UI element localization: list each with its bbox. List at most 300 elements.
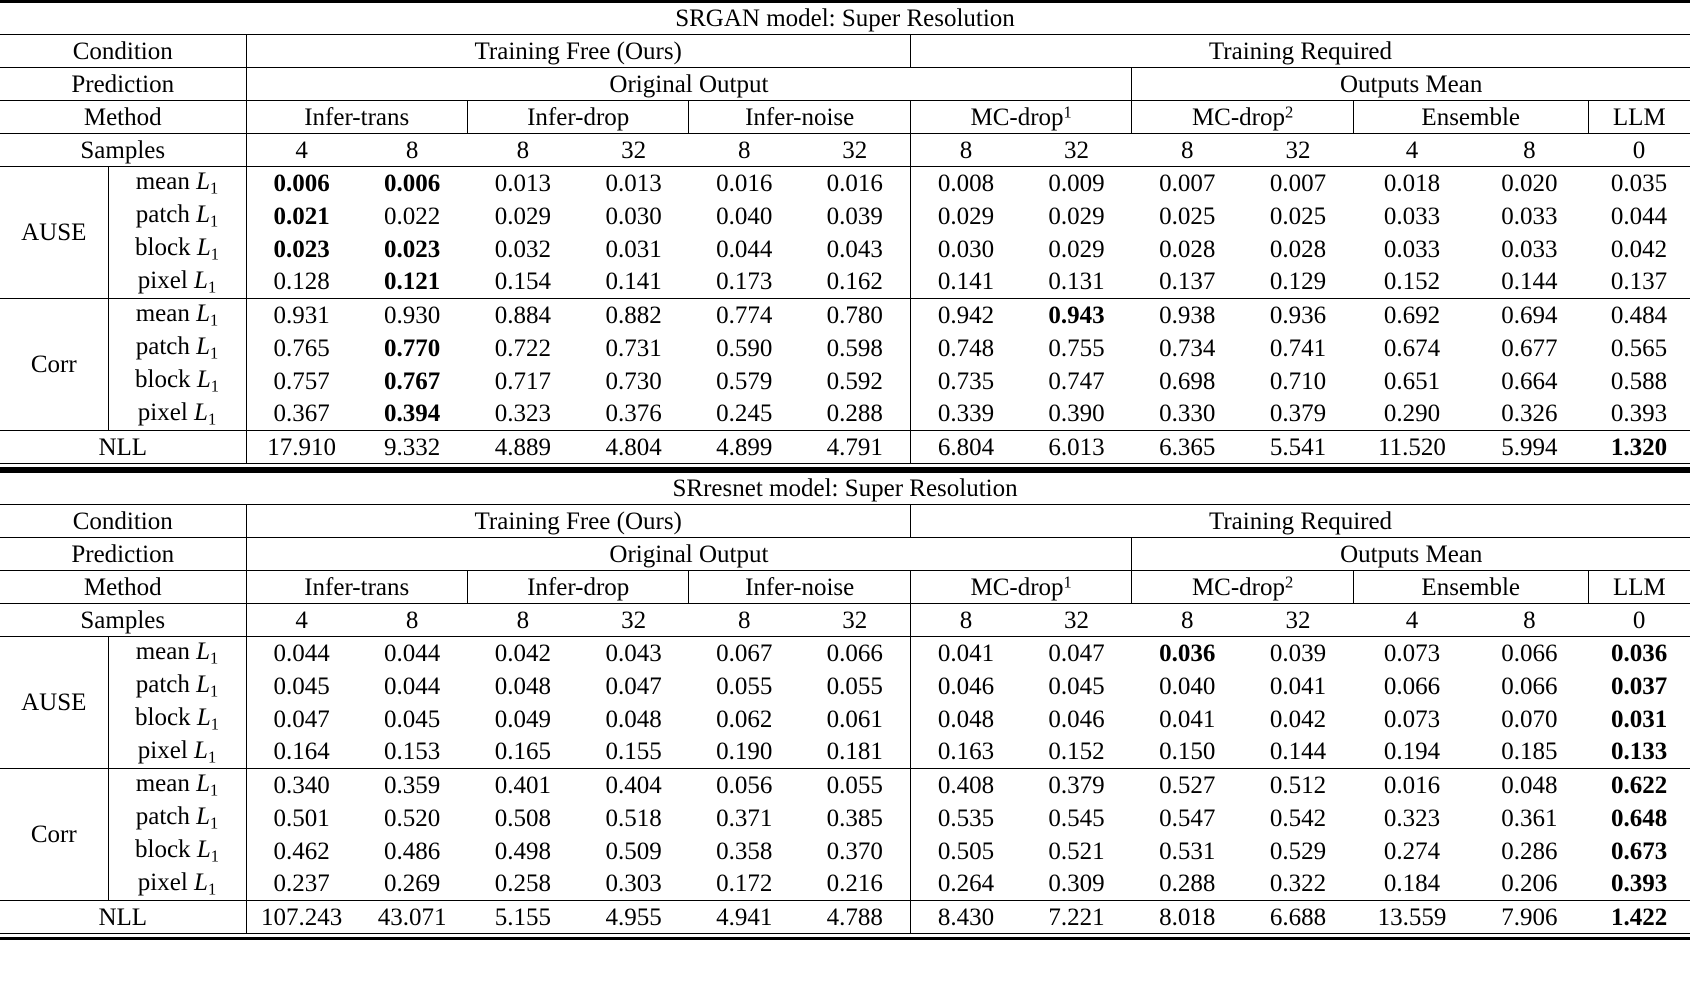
data-row — [0, 670, 1690, 703]
data-cell: 0.062 — [716, 705, 773, 733]
data-cell: 0.129 — [1269, 268, 1327, 296]
data-cell: 0.757 — [246, 365, 357, 398]
data-cell: 0.040 — [716, 202, 773, 230]
samples-value-5: 8 — [689, 134, 800, 167]
data-cell: 0.042 — [1269, 705, 1327, 733]
data-cell: 0.936 — [1243, 299, 1354, 332]
data-cell: 0.044 — [1610, 202, 1668, 230]
nll-value: 107.243 — [246, 901, 357, 934]
data-cell: 0.007 — [1269, 169, 1327, 197]
method-name-text: Infer-drop — [527, 573, 630, 601]
data-cell: 0.173 — [716, 268, 773, 296]
data-cell: 0.565 — [1610, 334, 1668, 362]
data-cell: 0.044 — [383, 672, 441, 700]
nll-value: 11.520 — [1353, 431, 1470, 464]
method-header-3 — [689, 571, 910, 604]
condition-group-2: Training Required — [910, 35, 1690, 68]
data-cell: 0.651 — [1383, 367, 1441, 395]
data-cell: 0.303 — [605, 870, 662, 898]
data-cell: 0.185 — [1501, 738, 1558, 766]
data-cell: 0.590 — [716, 334, 773, 362]
data-cell: 0.535 — [910, 802, 1021, 835]
data-cell: 0.340 — [246, 769, 357, 802]
nll-value: 6.365 — [1132, 431, 1243, 464]
data-cell: 0.028 — [1159, 235, 1216, 263]
metric-label-text: mean $L_1$ — [135, 638, 219, 668]
data-row — [0, 332, 1690, 365]
nll-value: 4.804 — [578, 431, 689, 464]
data-cell: 0.056 — [689, 769, 800, 802]
table-bottom-rule — [0, 934, 1690, 939]
data-cell: 0.943 — [1021, 299, 1132, 332]
data-cell: 0.016 — [716, 169, 773, 197]
method-header-row — [0, 101, 1690, 134]
method-name-text: Infer-trans — [304, 573, 410, 601]
data-cell: 0.037 — [1610, 672, 1668, 700]
condition-group-1: Training Free (Ours) — [246, 505, 910, 538]
data-cell: 0.029 — [494, 202, 551, 230]
data-cell: 0.155 — [605, 738, 662, 766]
prediction-row-label: Prediction — [0, 68, 246, 101]
data-cell: 0.007 — [1159, 169, 1216, 197]
metric-label-text: block $L_1$ — [135, 703, 219, 734]
data-cell: 0.128 — [246, 266, 357, 299]
data-cell: 0.393 — [1610, 400, 1668, 428]
data-cell: 0.765 — [246, 332, 357, 365]
samples-value-10: 32 — [1243, 134, 1354, 167]
data-cell: 0.045 — [1048, 672, 1105, 700]
data-row — [0, 365, 1690, 398]
metric-label-text: mean $L_1$ — [135, 168, 219, 198]
data-cell: 0.131 — [1048, 268, 1105, 296]
prediction-header-row — [0, 68, 1690, 101]
data-cell: 0.048 — [910, 703, 1021, 736]
data-cell: 0.023 — [246, 233, 357, 266]
data-cell: 0.509 — [605, 837, 662, 865]
data-cell: 0.371 — [716, 804, 773, 832]
data-cell: 0.073 — [1383, 639, 1441, 667]
metric-label — [108, 802, 246, 835]
data-cell: 0.722 — [494, 334, 551, 362]
samples-value-3: 8 — [467, 134, 578, 167]
group-label-corr: Corr — [0, 299, 108, 431]
nll-value: 13.559 — [1353, 901, 1470, 934]
nll-value: 4.941 — [689, 901, 800, 934]
prediction-group-2: Outputs Mean — [1132, 68, 1690, 101]
data-cell: 0.520 — [383, 804, 441, 832]
samples-value-1: 4 — [246, 134, 357, 167]
data-cell: 0.137 — [1159, 268, 1216, 296]
data-cell: 0.049 — [494, 705, 551, 733]
data-cell: 0.379 — [1269, 400, 1327, 428]
data-cell: 0.379 — [1021, 769, 1132, 802]
nll-value: 6.013 — [1021, 431, 1132, 464]
data-row — [0, 736, 1690, 769]
data-cell: 0.020 — [1501, 169, 1558, 197]
condition-row-label: Condition — [0, 35, 246, 68]
data-cell: 0.033 — [1383, 202, 1441, 230]
data-cell: 0.029 — [1048, 202, 1105, 230]
samples-value-2: 8 — [357, 134, 468, 167]
samples-header-row — [0, 134, 1690, 167]
table-title: SRresnet model: Super Resolution — [0, 472, 1690, 505]
samples-value-8: 32 — [1021, 604, 1132, 637]
data-cell: 0.006 — [383, 169, 441, 197]
data-cell: 0.181 — [826, 738, 883, 766]
data-cell: 0.035 — [1610, 169, 1668, 197]
data-cell: 0.141 — [605, 268, 662, 296]
nll-value: 4.955 — [578, 901, 689, 934]
data-cell: 0.326 — [1501, 400, 1558, 428]
data-cell: 0.008 — [910, 167, 1021, 200]
table-title-row — [0, 472, 1690, 505]
group-label-ause: AUSE — [21, 219, 87, 246]
data-cell: 0.694 — [1471, 299, 1588, 332]
data-cell: 0.030 — [910, 233, 1021, 266]
nll-value: 9.332 — [357, 431, 468, 464]
samples-value-11: 4 — [1353, 604, 1470, 637]
samples-value-9: 8 — [1132, 134, 1243, 167]
data-cell: 0.748 — [910, 332, 1021, 365]
nll-value: 4.788 — [800, 901, 911, 934]
data-cell: 0.735 — [910, 365, 1021, 398]
method-header-5 — [1132, 101, 1353, 134]
data-cell: 0.286 — [1501, 837, 1558, 865]
data-cell: 0.033 — [1383, 235, 1441, 263]
data-cell: 0.030 — [605, 202, 662, 230]
metric-label — [108, 200, 246, 233]
data-cell: 0.370 — [826, 837, 883, 865]
data-cell: 0.009 — [1048, 169, 1105, 197]
data-cell: 0.755 — [1048, 334, 1105, 362]
method-header-1 — [246, 571, 467, 604]
nll-value: 5.994 — [1471, 431, 1588, 464]
data-cell: 0.013 — [605, 169, 662, 197]
data-cell: 0.162 — [826, 268, 883, 296]
method-header-4 — [910, 571, 1131, 604]
method-header-5 — [1132, 571, 1353, 604]
data-cell: 0.258 — [494, 870, 551, 898]
data-cell: 0.206 — [1501, 870, 1558, 898]
metric-label-text: pixel $L_1$ — [137, 868, 217, 899]
method-header-7 — [1588, 101, 1690, 134]
method-header-2 — [467, 101, 688, 134]
metric-label-text: pixel $L_1$ — [137, 398, 217, 429]
data-row — [0, 769, 1690, 802]
data-cell: 0.023 — [383, 235, 441, 263]
method-header-3 — [689, 101, 910, 134]
nll-value: 7.906 — [1471, 901, 1588, 934]
data-cell: 0.521 — [1048, 837, 1105, 865]
method-name-text: Infer-trans — [304, 103, 410, 131]
metric-label — [108, 637, 246, 670]
metric-label-text: mean $L_1$ — [135, 300, 219, 330]
data-cell: 0.153 — [383, 738, 441, 766]
data-cell: 0.048 — [494, 672, 551, 700]
data-cell: 0.152 — [1048, 738, 1105, 766]
metric-label-text: pixel $L_1$ — [137, 266, 217, 297]
method-name-text: Infer-drop — [527, 103, 630, 131]
samples-value-9: 8 — [1132, 604, 1243, 637]
method-name-text: Infer-noise — [745, 573, 855, 601]
nll-value: 4.791 — [800, 431, 911, 464]
data-row — [0, 299, 1690, 332]
data-cell: 0.462 — [246, 835, 357, 868]
data-cell: 0.066 — [826, 639, 883, 667]
data-cell: 0.055 — [826, 672, 883, 700]
data-cell: 0.048 — [605, 705, 662, 733]
data-cell: 0.172 — [716, 870, 773, 898]
nll-value: 4.889 — [467, 431, 578, 464]
data-row — [0, 398, 1690, 431]
samples-value-13: 0 — [1588, 604, 1690, 637]
data-cell: 0.154 — [494, 268, 551, 296]
data-cell: 0.016 — [1353, 769, 1470, 802]
metric-label-text: block $L_1$ — [135, 365, 219, 396]
data-cell: 0.401 — [467, 769, 578, 802]
data-cell: 0.505 — [910, 835, 1021, 868]
samples-value-3: 8 — [467, 604, 578, 637]
data-cell: 0.046 — [910, 670, 1021, 703]
data-cell: 0.048 — [1471, 769, 1588, 802]
data-cell: 0.731 — [605, 334, 662, 362]
data-cell: 0.047 — [246, 703, 357, 736]
samples-row-label: Samples — [0, 604, 246, 637]
nll-label: NLL — [0, 431, 246, 464]
metric-label-text: patch $L_1$ — [135, 802, 219, 833]
samples-value-6: 32 — [800, 134, 911, 167]
metric-label-text: block $L_1$ — [135, 233, 219, 264]
data-cell: 0.942 — [910, 299, 1021, 332]
data-cell: 0.044 — [383, 639, 441, 667]
nll-value: 17.910 — [246, 431, 357, 464]
data-cell: 0.066 — [1501, 639, 1558, 667]
data-cell: 0.144 — [1501, 268, 1558, 296]
data-row — [0, 835, 1690, 868]
data-cell: 0.045 — [383, 705, 441, 733]
condition-group-2: Training Required — [910, 505, 1690, 538]
method-row-label: Method — [0, 571, 246, 604]
data-cell: 0.021 — [246, 200, 357, 233]
nll-row — [0, 901, 1690, 934]
data-cell: 0.588 — [1610, 367, 1668, 395]
data-cell: 0.747 — [1048, 367, 1105, 395]
data-cell: 0.774 — [689, 299, 800, 332]
nll-value: 5.541 — [1243, 431, 1354, 464]
data-cell: 0.309 — [1048, 870, 1105, 898]
method-header-6 — [1353, 571, 1588, 604]
data-cell: 0.408 — [910, 769, 1021, 802]
data-cell: 0.674 — [1383, 334, 1441, 362]
metric-label-text: mean $L_1$ — [135, 770, 219, 800]
data-cell: 0.518 — [605, 804, 662, 832]
samples-value-4: 32 — [578, 134, 689, 167]
data-cell: 0.508 — [494, 804, 551, 832]
data-cell: 0.930 — [357, 299, 468, 332]
data-cell: 0.359 — [357, 769, 468, 802]
data-cell: 0.216 — [826, 870, 883, 898]
data-cell: 0.770 — [383, 334, 441, 362]
data-cell: 0.237 — [246, 868, 357, 901]
nll-value: 6.804 — [910, 431, 1021, 464]
samples-value-12: 8 — [1471, 134, 1588, 167]
results-table-srresnet — [0, 470, 1690, 940]
table-bottom-rule — [0, 464, 1690, 469]
method-header-row — [0, 571, 1690, 604]
method-row-label: Method — [0, 101, 246, 134]
nll-value: 6.688 — [1243, 901, 1354, 934]
method-name-text: LLM — [1612, 573, 1666, 601]
data-cell: 0.032 — [494, 235, 551, 263]
data-cell: 0.042 — [1610, 235, 1668, 263]
data-cell: 0.025 — [1159, 202, 1216, 230]
data-row — [0, 703, 1690, 736]
data-cell: 0.882 — [578, 299, 689, 332]
method-header-7 — [1588, 571, 1690, 604]
data-cell: 0.288 — [1159, 870, 1216, 898]
data-cell: 0.067 — [716, 639, 773, 667]
data-cell: 0.323 — [1383, 804, 1441, 832]
bottom-rule — [0, 934, 1690, 939]
data-cell: 0.527 — [1132, 769, 1243, 802]
prediction-group-2: Outputs Mean — [1132, 538, 1690, 571]
data-cell: 0.542 — [1269, 804, 1327, 832]
data-cell: 0.780 — [800, 299, 911, 332]
data-cell: 0.194 — [1383, 738, 1441, 766]
samples-value-12: 8 — [1471, 604, 1588, 637]
bottom-rule — [0, 464, 1690, 469]
data-cell: 0.692 — [1353, 299, 1470, 332]
data-row — [0, 266, 1690, 299]
data-cell: 0.013 — [494, 169, 551, 197]
method-header-6 — [1353, 101, 1588, 134]
metric-label — [108, 769, 246, 802]
data-cell: 0.730 — [605, 367, 662, 395]
data-cell: 0.047 — [1048, 639, 1105, 667]
data-cell: 0.047 — [605, 672, 662, 700]
data-cell: 0.734 — [1159, 334, 1216, 362]
samples-row-label: Samples — [0, 134, 246, 167]
data-cell: 0.698 — [1159, 367, 1216, 395]
data-cell: 0.041 — [1159, 705, 1216, 733]
data-cell: 0.931 — [246, 299, 357, 332]
data-cell: 0.043 — [826, 235, 883, 263]
samples-header-row — [0, 604, 1690, 637]
data-cell: 0.164 — [246, 736, 357, 769]
data-cell: 0.367 — [246, 398, 357, 431]
nll-value: 4.899 — [689, 431, 800, 464]
data-cell: 0.190 — [716, 738, 773, 766]
data-cell: 0.322 — [1269, 870, 1327, 898]
samples-value-7: 8 — [910, 134, 1021, 167]
prediction-row-label: Prediction — [0, 538, 246, 571]
data-cell: 0.055 — [800, 769, 911, 802]
data-cell: 0.288 — [826, 400, 883, 428]
data-cell: 0.330 — [1159, 400, 1216, 428]
data-cell: 0.165 — [494, 738, 551, 766]
data-row — [0, 233, 1690, 266]
data-cell: 0.390 — [1048, 400, 1105, 428]
method-name-text: LLM — [1612, 103, 1666, 131]
data-cell: 0.884 — [467, 299, 578, 332]
data-cell: 0.039 — [1269, 639, 1327, 667]
metric-label-text: patch $L_1$ — [135, 670, 219, 701]
data-cell: 0.031 — [605, 235, 662, 263]
data-cell: 0.137 — [1610, 268, 1668, 296]
data-cell: 0.579 — [716, 367, 773, 395]
samples-value-5: 8 — [689, 604, 800, 637]
metric-label — [108, 868, 246, 901]
data-cell: 0.033 — [1501, 235, 1558, 263]
nll-value: 8.430 — [910, 901, 1021, 934]
metric-label — [108, 332, 246, 365]
nll-row — [0, 431, 1690, 464]
data-cell: 0.531 — [1159, 837, 1216, 865]
data-cell: 0.358 — [716, 837, 773, 865]
data-cell: 0.041 — [1269, 672, 1327, 700]
condition-header-row — [0, 505, 1690, 538]
data-row — [0, 200, 1690, 233]
data-cell: 0.066 — [1501, 672, 1558, 700]
data-cell: 0.376 — [605, 400, 662, 428]
data-cell: 0.622 — [1588, 769, 1690, 802]
method-name-text: Infer-noise — [745, 103, 855, 131]
data-cell: 0.393 — [1610, 870, 1668, 898]
data-cell: 0.041 — [910, 637, 1021, 670]
data-cell: 0.061 — [826, 705, 883, 733]
data-cell: 0.184 — [1383, 870, 1441, 898]
data-cell: 0.040 — [1159, 672, 1216, 700]
data-cell: 0.031 — [1610, 705, 1668, 733]
method-name-text: MC-drop$^1$ — [970, 572, 1072, 601]
data-cell: 0.029 — [1048, 235, 1105, 263]
data-cell: 0.066 — [1383, 672, 1441, 700]
metric-label-text: patch $L_1$ — [135, 200, 219, 231]
data-row — [0, 802, 1690, 835]
data-cell: 0.512 — [1243, 769, 1354, 802]
data-cell: 0.498 — [494, 837, 551, 865]
method-header-4 — [910, 101, 1131, 134]
method-name-text: MC-drop$^2$ — [1191, 102, 1294, 131]
prediction-group-1: Original Output — [246, 68, 1132, 101]
nll-value: 1.320 — [1588, 431, 1690, 464]
nll-value: 5.155 — [467, 901, 578, 934]
data-cell: 0.036 — [1159, 639, 1216, 667]
data-cell: 0.290 — [1383, 400, 1441, 428]
data-cell: 0.144 — [1269, 738, 1327, 766]
data-cell: 0.664 — [1501, 367, 1558, 395]
data-cell: 0.073 — [1383, 705, 1441, 733]
data-cell: 0.036 — [1610, 639, 1668, 667]
metric-label — [108, 299, 246, 332]
condition-header-row — [0, 35, 1690, 68]
samples-value-2: 8 — [357, 604, 468, 637]
data-cell: 0.028 — [1269, 235, 1327, 263]
data-cell: 0.547 — [1159, 804, 1216, 832]
method-header-2 — [467, 571, 688, 604]
metric-label — [108, 365, 246, 398]
metric-label-text: patch $L_1$ — [135, 332, 219, 363]
data-cell: 0.486 — [383, 837, 441, 865]
group-label-ause: AUSE — [21, 689, 87, 716]
data-cell: 0.677 — [1501, 334, 1558, 362]
data-cell: 0.006 — [246, 167, 357, 200]
method-name-text: MC-drop$^1$ — [970, 102, 1072, 131]
nll-value: 7.221 — [1021, 901, 1132, 934]
condition-group-1: Training Free (Ours) — [246, 35, 910, 68]
data-cell: 0.385 — [826, 804, 883, 832]
data-cell: 0.245 — [716, 400, 773, 428]
